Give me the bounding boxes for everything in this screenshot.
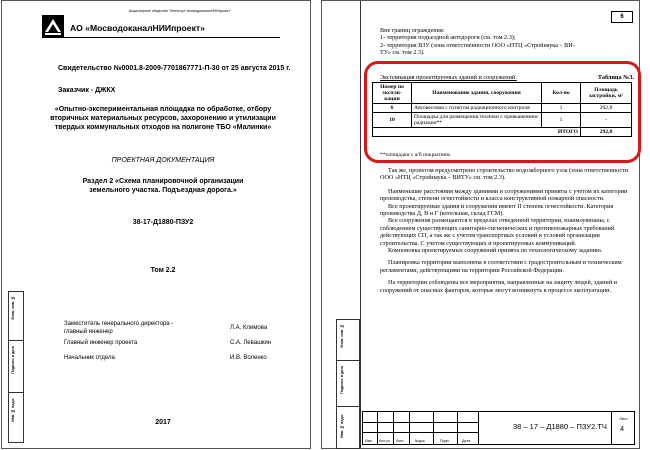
body-text [380, 167, 636, 294]
rail-divider [337, 360, 359, 361]
cell: 292,8 [581, 104, 632, 113]
rail-divider [337, 406, 359, 407]
table-note: **площадки с а/б покрытием. [380, 152, 452, 158]
intro-line: ТУ» см. том 2.3). [380, 49, 425, 57]
rail-label: Подпись и дата [340, 366, 344, 394]
side-stamp-rail [8, 291, 24, 443]
section-line: Раздел 2 «Схема планировочной организации [82, 178, 244, 185]
cell: Автовесовая с пунктом радиационного контроля [412, 104, 542, 113]
intro-line: 2- территория ВЗУ (зона ответственности ООО «НТЦ «Стройнаука – ВИ- [380, 41, 575, 49]
stamp-col-line [377, 412, 378, 444]
stamp-col-line [433, 412, 434, 444]
cell: 1 [542, 113, 581, 128]
stamp-sheet-number: 4 [620, 426, 624, 433]
col-header: Кол-во [542, 83, 581, 104]
signature-name: Л.А. Климова [230, 325, 268, 331]
stamp-label: Подп. [440, 439, 450, 443]
rail-label: Взам. инв. № [340, 324, 344, 348]
stamp-col-line [478, 412, 479, 444]
section-line: земельного участка. Подъездная дорога.» [89, 187, 237, 194]
signature-role: Начальник отдела [64, 355, 115, 361]
col-header: Наименование здания, сооружения [412, 83, 542, 104]
title-block-stamp [362, 411, 635, 445]
cell: - [581, 113, 632, 128]
stamp-col-line [457, 412, 458, 444]
highlight-ring [364, 61, 641, 163]
rail-label: Подпись и дата [11, 346, 15, 374]
col-header: Площадь застройки, м² [581, 83, 632, 104]
rail-label: Инв. № подл. [340, 414, 344, 438]
cell: 6 [373, 104, 412, 113]
body-paragraph: На территории соблюдены все мероприятия, направленные на защиту людей, зданий и сооружений от опасных факторов, которые могут возникнуть в процессе эксплуатации. [380, 279, 617, 294]
stamp-row-line [363, 432, 478, 433]
body-paragraph: Наименьшие расстояния между зданиями и сооружениями приняты с учетом их категории производства, степени огнестойкости и класса конструктивной пожарной опасности. [380, 187, 628, 203]
body-paragraph: Так же, проектом предусмотрено строительство водозаборного узла (зона ответственности ООО «НТЦ «Стройнаука – ВИТУ» см. том 2.3). [380, 167, 629, 182]
intro-line: 1- территория подъездной автодороги (см. том 2.3); [380, 34, 516, 42]
stamp-col-line [409, 412, 410, 444]
title-page [1, 0, 311, 449]
cell: 1 [542, 104, 581, 113]
body-paragraph: Все проектируемые здания и сооружения имеют II степень огнестойкости. Категория производства Д, В и Г (котельная, склад ГСМ). [380, 202, 614, 218]
intro-block [380, 27, 634, 57]
document-code: 38-17-Д1880-ПЗУ2 [132, 219, 194, 226]
rail-divider [9, 392, 23, 393]
stamp-label: №док. [415, 439, 426, 443]
body-paragraph: Планировка территории выполнена в соответствии с градостроительным и техническим регламентами, действующими на территории Российской Федерации. [380, 259, 622, 274]
body-paragraph: Все сооружения размещаются в пределах отведенной территории, взаимоувязаны, с соблюдением существующих санитарно-гигиенических и противопожарных требований действующих СП, а так же с учетом транспортных условий и условий организации строительства. С учетом существующих и проектируемых коммуникаций. [380, 217, 615, 247]
stamp-col-line [611, 412, 612, 444]
total-label: ИТОГО [373, 128, 581, 137]
customer-line: Заказчик - ДЖКХ [58, 87, 116, 94]
signature-name: С.А. Левашкин [230, 340, 272, 346]
object-line: твердых коммунальных отходов на полигоне ТБО «Малинки» [54, 124, 272, 131]
signature-role: Главный инженер проекта [64, 340, 138, 346]
stamp-row-line [363, 422, 478, 423]
rail-label: Взам. инв. № [11, 296, 15, 320]
rail-divider [9, 340, 23, 341]
col-header: Номер по экспли-кации [373, 83, 412, 104]
header-divider [42, 37, 280, 38]
stamp-sheet-label: Лист [619, 416, 628, 421]
rail-label: Инв. № подл. [11, 398, 15, 422]
object-line: «Опытно-экспериментальная площадка по обработке, отбору [54, 106, 272, 113]
org-tiny-header: Акционерное общество "Институт МосводоканалНИИпроект" [128, 9, 232, 13]
body-paragraph: Компоновка проектируемых сооружений принята по технологическому заданию. [388, 247, 603, 255]
certificate-line: Свидетельство №0001.8-2009-7701867771-П-30 от 25 августа 2015 г. [58, 65, 291, 72]
stamp-label: Лист [396, 439, 404, 443]
object-title [38, 105, 288, 132]
page-frame-line [360, 1, 361, 448]
stamp-document-code: 38 – 17 – Д1880 – ПЗУ2.ТЧ [513, 422, 607, 431]
table-number: Таблица №3. [597, 74, 634, 81]
section-title [38, 177, 288, 195]
object-line: вторичных материальных ресурсов, захоронению и утилизации [50, 115, 276, 122]
cell: Площадка для размещения техники с превышением радиации** [412, 113, 542, 128]
signature-name: И.В. Воленко [230, 355, 267, 361]
stamp-label: Изм. [365, 439, 373, 443]
signature-role: Заместитель генерального директора - главный инженер [64, 321, 174, 335]
volume-label: Том 2.2 [150, 267, 176, 274]
side-stamp-rail [336, 319, 360, 449]
total-value: 292,8 [581, 128, 632, 137]
org-name: АО «МосводоканалНИИпроект» [70, 23, 205, 33]
stamp-label: Кол.уч [379, 439, 390, 443]
page-number-box: 6 [611, 11, 633, 23]
company-logo-icon [42, 15, 64, 37]
text-page [321, 0, 640, 449]
stamp-col-line [393, 412, 394, 444]
cell: 10 [373, 113, 412, 128]
stamp-label: Дата [462, 439, 470, 443]
doc-type: ПРОЕКТНАЯ ДОКУМЕНТАЦИЯ [111, 157, 215, 164]
intro-line: Вне границ ограждения: [380, 27, 445, 34]
document-year: 2017 [155, 419, 171, 426]
table-caption: Экспликация проектируемых зданий и сооружений. [380, 74, 517, 81]
